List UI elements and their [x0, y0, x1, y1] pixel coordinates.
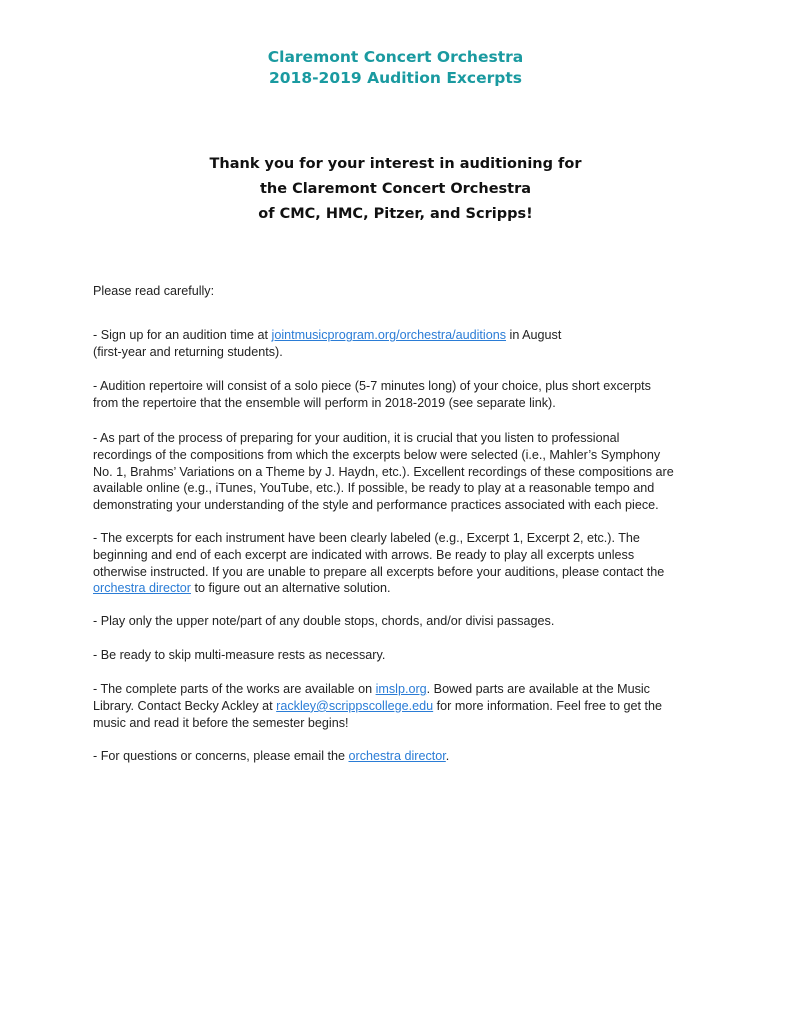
- parts-line-3: music and read it before the semester begins!: [93, 715, 349, 730]
- questions-text: - For questions or concerns, please email the: [93, 749, 349, 763]
- excerpts-text-after: to figure out an alternative solution.: [191, 581, 391, 596]
- imslp-link[interactable]: imslp.org: [375, 682, 427, 696]
- parts-line-1: [93, 681, 703, 698]
- repertoire-line-1: - Audition repertoire will consist of a solo piece (5-7 minutes long) of your choice, plus short excerpts: [93, 379, 651, 393]
- parts-text-after: . Bowed parts are available at the Music: [426, 682, 650, 696]
- email-link[interactable]: rackley@scrippscollege.edu: [276, 698, 434, 713]
- listen-line-3: No. 1, Brahms’ Variations on a Theme by J. Haydn, etc.). Excellent recordings of these compositions are: [93, 464, 674, 479]
- signup-paragraph: [93, 327, 703, 361]
- orchestra-director-link[interactable]: orchestra director: [93, 581, 191, 596]
- signup-text-after: in August: [506, 328, 562, 342]
- header-subtitle: 2018-2019 Audition Excerpts: [268, 69, 522, 87]
- parts-paragraph: [93, 681, 703, 731]
- listen-line-2: recordings of the compositions from which the excerpts below were selected (i.e., Mahler’s Symphony: [93, 447, 661, 462]
- listen-line-4: available online (e.g., iTunes, YouTube, etc.). If possible, be ready to play at a reasonable tempo and: [93, 481, 655, 496]
- thank-you-heading: [0, 152, 791, 227]
- signup-line-2: (first-year and returning students).: [93, 344, 283, 359]
- repertoire-line-2: from the repertoire that the ensemble will perform in 2018-2019 (see separate link).: [93, 395, 556, 410]
- upper-note-paragraph: [93, 613, 703, 630]
- document-header: [0, 47, 791, 89]
- listen-line-1: - As part of the process of preparing for your audition, it is crucial that you listen to professional: [93, 431, 620, 445]
- repertoire-paragraph: [93, 378, 703, 412]
- contact-text-after: for more information. Feel free to get the: [433, 698, 663, 713]
- signup-line-1: [93, 327, 703, 344]
- contact-text: Library. Contact Becky Ackley at: [93, 698, 277, 713]
- thank-you-line-2: the Claremont Concert Orchestra: [259, 181, 532, 197]
- excerpts-line-3: otherwise instructed. If you are unable to prepare all excerpts before your auditions, please contact the: [93, 564, 665, 579]
- listen-paragraph: [93, 430, 703, 514]
- header-title: Claremont Concert Orchestra: [267, 48, 524, 66]
- questions-paragraph: [93, 748, 703, 765]
- intro-text: Please read carefully:: [93, 284, 215, 298]
- auditions-link[interactable]: jointmusicprogram.org/orchestra/auditions: [271, 328, 507, 342]
- upper-note-line: - Play only the upper note/part of any double stops, chords, and/or divisi passages.: [93, 614, 555, 628]
- parts-line-2: [93, 698, 703, 715]
- questions-line: [93, 748, 703, 765]
- excerpts-line-4: [93, 580, 703, 597]
- signup-text: - Sign up for an audition time at: [93, 328, 272, 342]
- thank-you-line-3: of CMC, HMC, Pitzer, and Scripps!: [258, 206, 533, 222]
- orchestra-director-email-link[interactable]: orchestra director: [348, 749, 446, 763]
- listen-line-5: demonstrating your understanding of the style and performance practices associated with each piece.: [93, 498, 659, 513]
- excerpts-line-2: beginning and end of each excerpt are indicated with arrows. Be ready to play all excerpts unless: [93, 547, 635, 562]
- excerpts-paragraph: [93, 530, 703, 597]
- questions-text-after: .: [445, 749, 450, 763]
- parts-text: - The complete parts of the works are available on: [93, 682, 376, 696]
- skip-rests-paragraph: [93, 647, 703, 664]
- thank-you-line-1: Thank you for your interest in auditioning for: [209, 156, 582, 172]
- skip-rests-line: - Be ready to skip multi-measure rests as necessary.: [93, 648, 386, 662]
- excerpts-line-1: - The excerpts for each instrument have been clearly labeled (e.g., Excerpt 1, Excerpt 2, etc.). The: [93, 531, 640, 545]
